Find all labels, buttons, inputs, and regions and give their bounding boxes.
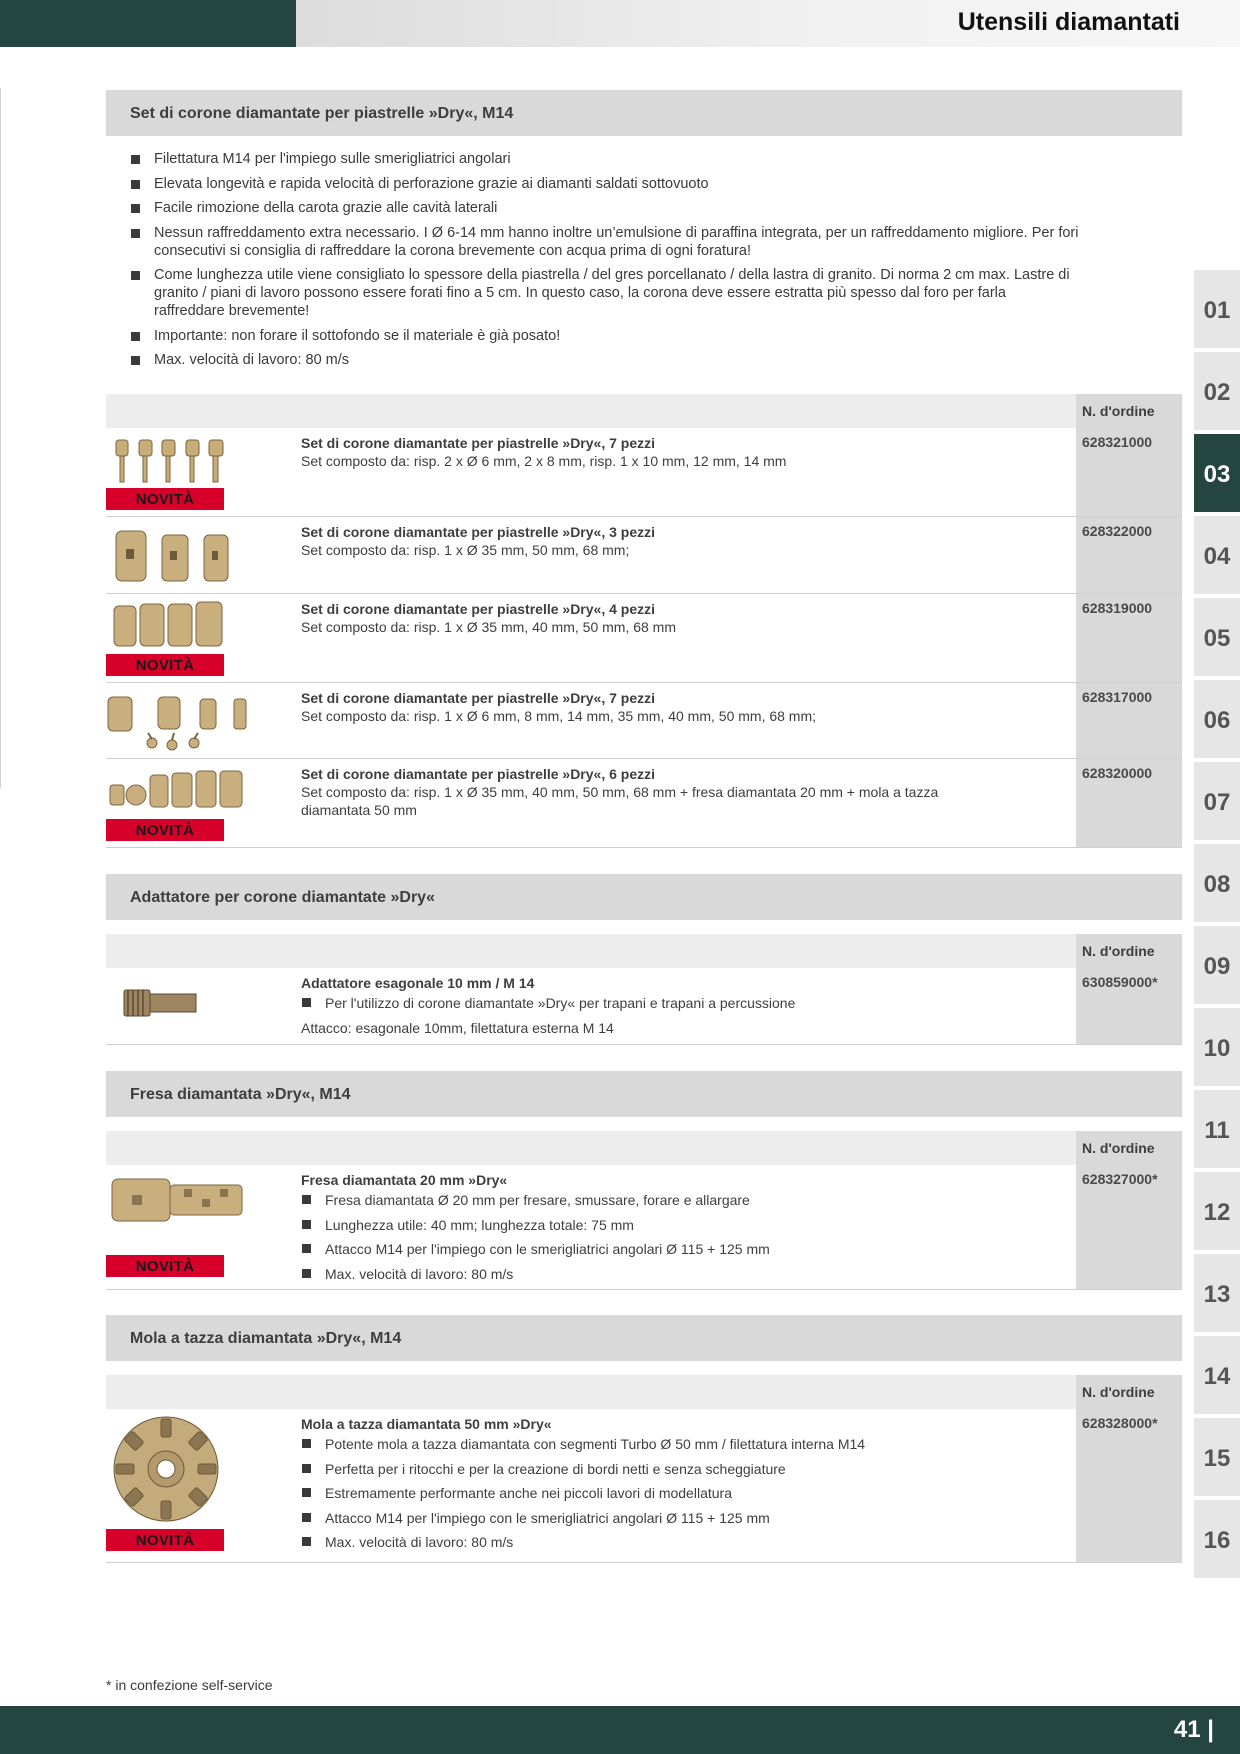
order-cell — [1076, 1409, 1182, 1562]
order-cell — [1076, 683, 1182, 758]
chapter-tab-02[interactable]: 02 — [1194, 350, 1240, 430]
product-contents: Set composto da: risp. 1 x Ø 35 mm, 40 mm, 50 mm, 68 mm — [301, 619, 677, 635]
new-badge: NOVITÀ — [106, 1529, 224, 1551]
chapter-tab-15[interactable]: 15 — [1194, 1416, 1240, 1496]
chapter-tab-04[interactable]: 04 — [1194, 514, 1240, 594]
order-number[interactable]: 628317000 — [1082, 689, 1153, 705]
new-badge: NOVITÀ — [106, 819, 224, 841]
feature-item: Filettatura M14 per l'impiego sulle smerigliatrici angolari — [130, 150, 1080, 168]
product-bullets — [301, 994, 961, 1012]
chapter-tab-03[interactable]: 03 — [1194, 432, 1240, 512]
product-bullet: Max. velocità di lavoro: 80 m/s — [301, 1265, 961, 1283]
header-bar — [0, 0, 1240, 47]
feature-item: Nessun raffreddamento extra necessario. I Ø 6-14 mm hanno inoltre un’emulsione di paraffina integrata, per un raffreddamento migliore. Per fori consecutivi si consiglia di raffreddare la corona brevemente con acqua prima di ogni foratura! — [130, 224, 1080, 260]
feature-item: Max. velocità di lavoro: 80 m/s — [130, 351, 1080, 369]
chapter-tab-09[interactable]: 09 — [1194, 924, 1240, 1004]
product-image-4pc-set — [106, 598, 251, 650]
order-cell — [1076, 1165, 1182, 1289]
chapter-tab-14[interactable]: 14 — [1194, 1334, 1240, 1414]
chapter-tab-05[interactable]: 05 — [1194, 596, 1240, 676]
section-title-cup-wheel: Mola a tazza diamantata »Dry«, M14 — [106, 1315, 1182, 1361]
product-row — [106, 517, 1182, 594]
chapter-tab-13[interactable]: 13 — [1194, 1252, 1240, 1332]
new-badge: NOVITÀ — [106, 488, 224, 510]
product-description — [301, 1415, 961, 1558]
product-image-cup-wheel — [106, 1413, 251, 1523]
order-cell — [1076, 759, 1182, 847]
header-dark-block — [0, 0, 296, 47]
product-bullets — [301, 1435, 961, 1551]
feature-item: Importante: non forare il sottofondo se il materiale è già posato! — [130, 327, 1080, 345]
chapter-tab-07[interactable]: 07 — [1194, 760, 1240, 840]
product-row — [106, 1409, 1182, 1563]
product-contents: Set composto da: risp. 2 x Ø 6 mm, 2 x 8 mm, risp. 1 x 10 mm, 12 mm, 14 mm — [301, 453, 787, 469]
section-title-adapter: Adattatore per corone diamantate »Dry« — [106, 874, 1182, 920]
order-cell — [1076, 428, 1182, 516]
section-title-milling-cutter: Fresa diamantata »Dry«, M14 — [106, 1071, 1182, 1117]
product-description — [301, 689, 961, 725]
product-description — [301, 523, 961, 559]
order-number-header: N. d'ordine — [1076, 1375, 1182, 1409]
new-badge: NOVITÀ — [106, 654, 224, 676]
product-title: Set di corone diamantate per piastrelle »Dry«, 3 pezzi — [301, 524, 656, 540]
product-contents: Set composto da: risp. 1 x Ø 35 mm, 40 mm, 50 mm, 68 mm + fresa diamantata 20 mm + mola a tazza diamantata 50 mm — [301, 784, 939, 818]
product-title: Set di corone diamantate per piastrelle »Dry«, 6 pezzi — [301, 766, 656, 782]
product-bullet: Estremamente performante anche nei piccoli lavori di modellatura — [301, 1484, 961, 1502]
page-title: Utensili diamantati — [957, 8, 1180, 36]
product-row — [106, 683, 1182, 759]
left-margin-line — [0, 88, 1, 788]
product-title: Set di corone diamantate per piastrelle »Dry«, 4 pezzi — [301, 601, 656, 617]
product-bullet: Lunghezza utile: 40 mm; lunghezza totale: 75 mm — [301, 1216, 961, 1234]
feature-list — [130, 150, 1080, 376]
feature-item: Come lunghezza utile viene consigliato lo spessore della piastrella / del gres porcellanato / della lastra di granito. Di norma 2 cm max. Lastre di granito / piani di lavoro possono essere forati fino a 5 cm. In questo caso, la corona deve essere estratta più spesso dal foro per farla raffreddare brevemente! — [130, 266, 1080, 320]
product-image-hex-adapter — [106, 972, 251, 1032]
table-header — [106, 394, 1182, 428]
order-number[interactable]: 628328000* — [1082, 1415, 1158, 1431]
product-attachment: Attacco: esagonale 10mm, filettatura esterna M 14 — [301, 1019, 614, 1036]
product-title: Set di corone diamantate per piastrelle »Dry«, 7 pezzi — [301, 690, 656, 706]
table-header — [106, 1375, 1182, 1409]
order-number[interactable]: 628327000* — [1082, 1171, 1158, 1187]
product-row — [106, 968, 1182, 1045]
chapter-tab-12[interactable]: 12 — [1194, 1170, 1240, 1250]
order-number[interactable]: 630859000* — [1082, 974, 1158, 990]
footer-bar — [0, 1706, 1240, 1754]
product-bullet: Attacco M14 per l'impiego con le smerigliatrici angolari Ø 115 + 125 mm — [301, 1509, 961, 1527]
product-bullet: Max. velocità di lavoro: 80 m/s — [301, 1533, 961, 1551]
order-number-header: N. d'ordine — [1076, 394, 1182, 428]
feature-item: Elevata longevità e rapida velocità di perforazione grazie ai diamanti saldati sottovuoto — [130, 175, 1080, 193]
product-description — [301, 1171, 961, 1289]
feature-item: Facile rimozione della carota grazie alle cavità laterali — [130, 199, 1080, 217]
product-row — [106, 759, 1182, 848]
product-image-7pc-mixed-set — [106, 687, 251, 753]
new-badge: NOVITÀ — [106, 1255, 224, 1277]
page-number: 41 | — [1173, 1716, 1214, 1743]
chapter-tab-10[interactable]: 10 — [1194, 1006, 1240, 1086]
order-number-header: N. d'ordine — [1076, 934, 1182, 968]
product-image-6pc-set — [106, 763, 251, 815]
product-title: Adattatore esagonale 10 mm / M 14 — [301, 975, 535, 991]
product-contents: Set composto da: risp. 1 x Ø 35 mm, 50 mm, 68 mm; — [301, 542, 630, 558]
product-description — [301, 974, 961, 1037]
product-bullet: Perfetta per i ritocchi e per la creazione di bordi netti e senza scheggiature — [301, 1460, 961, 1478]
product-bullet: Fresa diamantata Ø 20 mm per fresare, smussare, forare e allargare — [301, 1191, 961, 1209]
product-bullet: Attacco M14 per l'impiego con le smerigliatrici angolari Ø 115 + 125 mm — [301, 1240, 961, 1258]
footnote: * in confezione self-service — [106, 1677, 273, 1693]
product-bullet: Per l'utilizzo di corone diamantate »Dry« per trapani e trapani a percussione — [301, 994, 961, 1012]
product-row — [106, 428, 1182, 517]
product-description — [301, 434, 961, 470]
order-number[interactable]: 628321000 — [1082, 434, 1153, 450]
order-number[interactable]: 628322000 — [1082, 523, 1153, 539]
order-cell — [1076, 517, 1182, 593]
product-title: Set di corone diamantate per piastrelle »Dry«, 7 pezzi — [301, 435, 656, 451]
product-image-7pc-small-set — [106, 432, 251, 488]
product-row — [106, 594, 1182, 683]
order-cell — [1076, 968, 1182, 1044]
order-number-header: N. d'ordine — [1076, 1131, 1182, 1165]
product-image-diamond-cutter — [106, 1169, 251, 1229]
product-contents: Set composto da: risp. 1 x Ø 6 mm, 8 mm, 14 mm, 35 mm, 40 mm, 50 mm, 68 mm; — [301, 708, 817, 724]
product-title: Mola a tazza diamantata 50 mm »Dry« — [301, 1416, 552, 1432]
chapter-tab-08[interactable]: 08 — [1194, 842, 1240, 922]
chapter-tab-06[interactable]: 06 — [1194, 678, 1240, 758]
product-row — [106, 1165, 1182, 1290]
product-image-3pc-set — [106, 521, 251, 587]
table-header — [106, 1131, 1182, 1165]
chapter-tab-01[interactable]: 01 — [1194, 268, 1240, 348]
order-number[interactable]: 628320000 — [1082, 765, 1153, 781]
product-bullet: Potente mola a tazza diamantata con segmenti Turbo Ø 50 mm / filettatura interna M14 — [301, 1435, 961, 1453]
product-bullets — [301, 1191, 961, 1283]
product-title: Fresa diamantata 20 mm »Dry« — [301, 1172, 508, 1188]
chapter-tab-11[interactable]: 11 — [1194, 1088, 1240, 1168]
product-description — [301, 600, 961, 636]
order-cell — [1076, 594, 1182, 682]
chapter-tab-16[interactable]: 16 — [1194, 1498, 1240, 1578]
section-title-tile-sets: Set di corone diamantate per piastrelle »Dry«, M14 — [106, 90, 1182, 136]
order-number[interactable]: 628319000 — [1082, 600, 1153, 616]
product-description — [301, 765, 961, 819]
table-header — [106, 934, 1182, 968]
